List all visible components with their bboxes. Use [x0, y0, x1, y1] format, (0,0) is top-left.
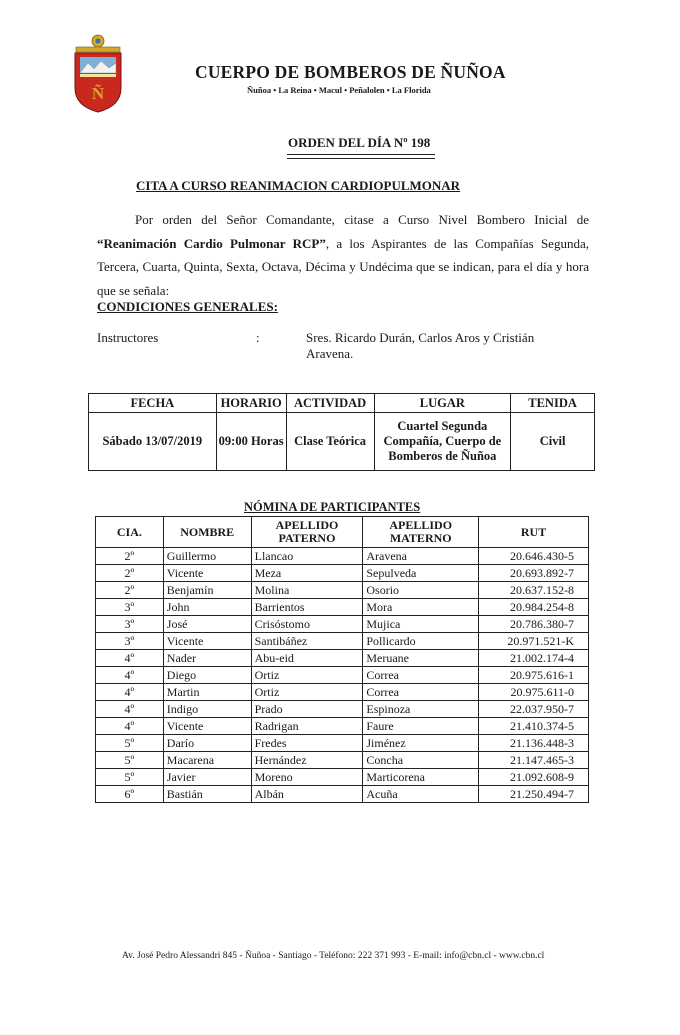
- roster-company: 2º: [96, 565, 164, 582]
- roster-paternal-surname: Fredes: [251, 735, 363, 752]
- schedule-header-cell: ACTIVIDAD: [286, 394, 374, 413]
- roster-paternal-surname: Albán: [251, 786, 363, 803]
- roster-company: 4º: [96, 684, 164, 701]
- roster-title: NÓMINA DE PARTICIPANTES: [244, 500, 421, 514]
- roster-maternal-surname: Mujica: [363, 616, 479, 633]
- roster-rut: 20.975.616-1: [479, 667, 589, 684]
- intro-part2: , a los Aspirantes de las Compañías Segunda, Tercera, Cuarta, Quinta, Sexta, Octava, Décima y Undécima que se indican, para el día y hora que se señala:: [97, 235, 589, 298]
- roster-header-cell: RUT: [479, 517, 589, 548]
- schedule-header-cell: HORARIO: [216, 394, 286, 413]
- schedule-header-row: [89, 394, 595, 413]
- table-row: [96, 701, 589, 718]
- roster-company: 4º: [96, 718, 164, 735]
- roster-maternal-surname: Correa: [363, 684, 479, 701]
- roster-maternal-surname: Correa: [363, 667, 479, 684]
- roster-rut: 21.002.174-4: [479, 650, 589, 667]
- roster-company: 3º: [96, 616, 164, 633]
- roster-paternal-surname: Molina: [251, 582, 363, 599]
- roster-rut: 20.975.611-0: [479, 684, 589, 701]
- roster-rut: 20.786.380-7: [479, 616, 589, 633]
- table-row: [96, 633, 589, 650]
- roster-company: 4º: [96, 650, 164, 667]
- roster-rut: 21.092.608-9: [479, 769, 589, 786]
- roster-paternal-surname: Abu-eid: [251, 650, 363, 667]
- roster-paternal-surname: Santibáñez: [251, 633, 363, 650]
- roster-name: Indigo: [163, 701, 251, 718]
- table-row: [96, 650, 589, 667]
- roster-company: 4º: [96, 667, 164, 684]
- roster-maternal-surname: Faure: [363, 718, 479, 735]
- course-name: “Reanimación Cardio Pulmonar RCP”: [97, 235, 326, 251]
- table-row: [96, 582, 589, 599]
- roster-company: 6º: [96, 786, 164, 803]
- schedule-header-cell: FECHA: [89, 394, 217, 413]
- roster-name: Javier: [163, 769, 251, 786]
- schedule-date: Sábado 13/07/2019: [89, 413, 217, 471]
- roster-name: Guillermo: [163, 548, 251, 565]
- table-row: [96, 752, 589, 769]
- roster-maternal-surname: Marticorena: [363, 769, 479, 786]
- roster-maternal-surname: Concha: [363, 752, 479, 769]
- roster-name: Nader: [163, 650, 251, 667]
- cbn-crest-logo: [72, 32, 124, 114]
- roster-maternal-surname: Acuña: [363, 786, 479, 803]
- schedule-time: 09:00 Horas: [216, 413, 286, 471]
- schedule-header-cell: TENIDA: [511, 394, 595, 413]
- table-row: [96, 599, 589, 616]
- roster-header-cell: NOMBRE: [163, 517, 251, 548]
- roster-company: 2º: [96, 582, 164, 599]
- roster-rut: 20.984.254-8: [479, 599, 589, 616]
- table-row: [96, 769, 589, 786]
- roster-name: Vicente: [163, 718, 251, 735]
- roster-name: Benjamín: [163, 582, 251, 599]
- schedule-attire: Civil: [511, 413, 595, 471]
- title-double-underline: [287, 154, 435, 159]
- roster-name: Macarena: [163, 752, 251, 769]
- schedule-header-cell: LUGAR: [374, 394, 511, 413]
- roster-paternal-surname: Prado: [251, 701, 363, 718]
- roster-company: 5º: [96, 769, 164, 786]
- schedule-row: [89, 413, 595, 471]
- roster-name: John: [163, 599, 251, 616]
- roster-rut: 22.037.950-7: [479, 701, 589, 718]
- roster-name: Martin: [163, 684, 251, 701]
- roster-rut: 21.136.448-3: [479, 735, 589, 752]
- roster-maternal-surname: Sepulveda: [363, 565, 479, 582]
- table-row: [96, 735, 589, 752]
- roster-header-row: [96, 517, 589, 548]
- roster-company: 4º: [96, 701, 164, 718]
- roster-header-cell: CIA.: [96, 517, 164, 548]
- table-row: [96, 684, 589, 701]
- instructors-value: Sres. Ricardo Durán, Carlos Aros y Cristián Aravena.: [306, 330, 535, 361]
- roster-rut: 20.971.521-K: [479, 633, 589, 650]
- roster-header-cell: APELLIDO MATERNO: [363, 517, 479, 548]
- roster-paternal-surname: Ortiz: [251, 667, 363, 684]
- roster-maternal-surname: Pollicardo: [363, 633, 479, 650]
- roster-maternal-surname: Meruane: [363, 650, 479, 667]
- intro-paragraph: [97, 208, 589, 302]
- roster-header-cell: APELLIDO PATERNO: [251, 517, 363, 548]
- roster-paternal-surname: Meza: [251, 565, 363, 582]
- roster-paternal-surname: Hernández: [251, 752, 363, 769]
- roster-rut: 21.250.494-7: [479, 786, 589, 803]
- conditions-title: CONDICIONES GENERALES:: [97, 299, 278, 314]
- roster-body: [96, 548, 589, 803]
- instructors-colon: :: [256, 330, 260, 345]
- roster-maternal-surname: Osorio: [363, 582, 479, 599]
- roster-rut: 20.693.892-7: [479, 565, 589, 582]
- table-row: [96, 616, 589, 633]
- footer-contact: Av. José Pedro Alessandri 845 - Ñuñoa - Santiago - Teléfono: 222 371 993 - E-mail: info@cbn.cl - www.cbn.cl: [122, 951, 545, 961]
- schedule-place: Cuartel Segunda Compañía, Cuerpo de Bomberos de Ñuñoa: [374, 413, 511, 471]
- roster-name: José: [163, 616, 251, 633]
- roster-name: Vicente: [163, 633, 251, 650]
- roster-name: Vicente: [163, 565, 251, 582]
- roster-maternal-surname: Aravena: [363, 548, 479, 565]
- roster-rut: 21.410.374-5: [479, 718, 589, 735]
- intro-part1: Por orden del Señor Comandante, citase a Curso Nivel Bombero Inicial de: [135, 212, 589, 227]
- roster-company: 3º: [96, 599, 164, 616]
- schedule-activity: Clase Teórica: [286, 413, 374, 471]
- org-subtitle: Ñuñoa • La Reina • Macul • Peñalolen • La Florida: [247, 85, 431, 95]
- roster-paternal-surname: Barrientos: [251, 599, 363, 616]
- roster-paternal-surname: Crisóstomo: [251, 616, 363, 633]
- roster-name: Darío: [163, 735, 251, 752]
- roster-maternal-surname: Jiménez: [363, 735, 479, 752]
- roster-rut: 21.147.465-3: [479, 752, 589, 769]
- roster-company: 3º: [96, 633, 164, 650]
- roster-company: 5º: [96, 752, 164, 769]
- roster-table: [95, 516, 589, 803]
- logo-n-letter: Ñ: [91, 84, 105, 103]
- instructors-label: Instructores: [97, 330, 159, 345]
- roster-company: 2º: [96, 548, 164, 565]
- roster-maternal-surname: Mora: [363, 599, 479, 616]
- roster-rut: 20.646.430-5: [479, 548, 589, 565]
- roster-name: Bastián: [163, 786, 251, 803]
- table-row: [96, 786, 589, 803]
- roster-paternal-surname: Llancao: [251, 548, 363, 565]
- roster-rut: 20.637.152-8: [479, 582, 589, 599]
- roster-paternal-surname: Moreno: [251, 769, 363, 786]
- order-title: ORDEN DEL DÍA Nº 198: [288, 135, 431, 150]
- table-row: [96, 667, 589, 684]
- roster-paternal-surname: Radrigan: [251, 718, 363, 735]
- roster-paternal-surname: Ortiz: [251, 684, 363, 701]
- org-title: CUERPO DE BOMBEROS DE ÑUÑOA: [195, 62, 506, 82]
- table-row: [96, 548, 589, 565]
- cita-title: CITA A CURSO REANIMACION CARDIOPULMONAR: [136, 178, 461, 193]
- roster-maternal-surname: Espinoza: [363, 701, 479, 718]
- schedule-table: [88, 393, 595, 471]
- roster-company: 5º: [96, 735, 164, 752]
- roster-name: Diego: [163, 667, 251, 684]
- table-row: [96, 565, 589, 582]
- table-row: [96, 718, 589, 735]
